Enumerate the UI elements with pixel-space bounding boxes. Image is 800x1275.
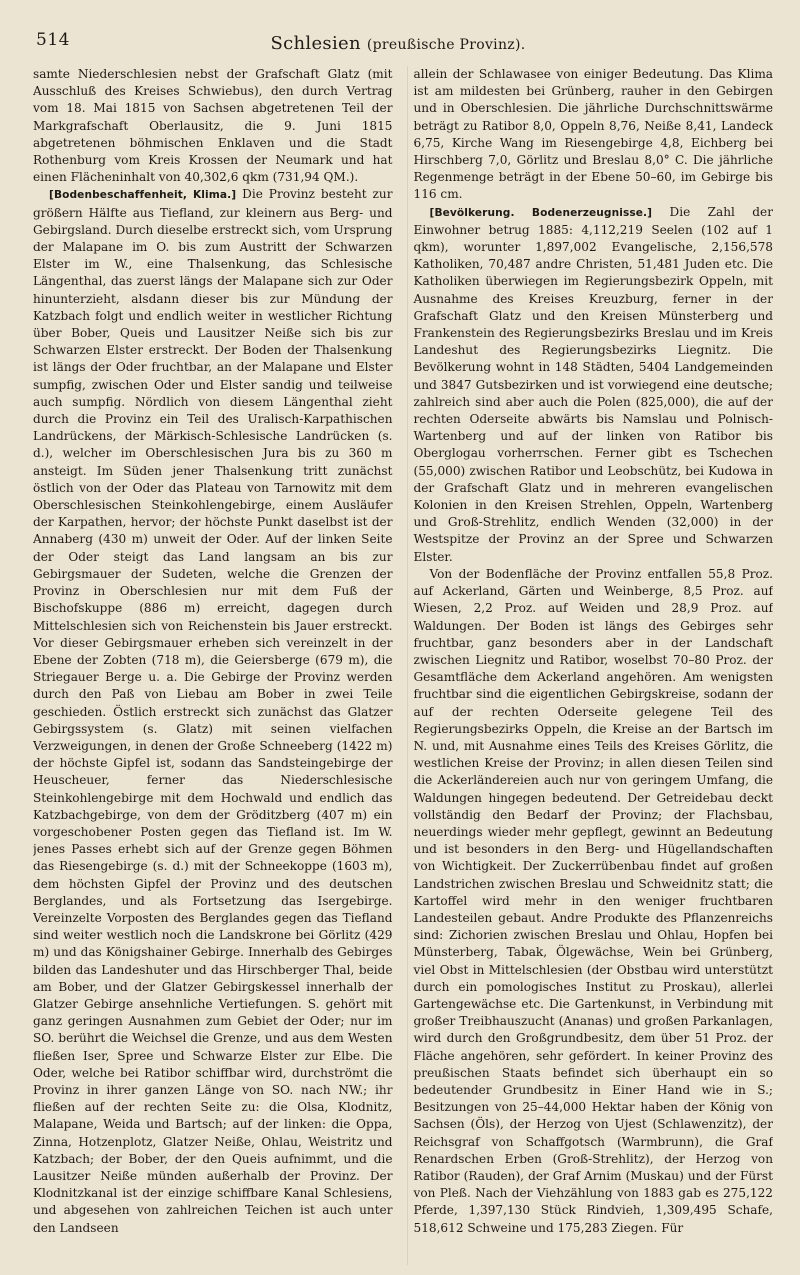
left-column (33, 66, 393, 1265)
running-head-title: Schlesien (270, 32, 361, 54)
page-number: 514 (36, 30, 70, 50)
paragraph (414, 204, 774, 566)
running-head-subtitle: (preußische Provinz). (366, 36, 526, 53)
paragraph: samte Niederschlesien nebst der Grafschaft Glatz (mit Ausschluß des Kreises Schwiebus), den durch Vertrag vom 18. Mai 1815 von Sachsen abgetretenen Teil der Markgrafschaft Oberlausitz, die 9. Juni 1815 abgetretenen böhmischen Enklaven und die Stadt Rothenburg vom Kreis Krossen der Neumark und hat einen Flächeninhalt von 40,302,6 qkm (731,94 QM.). (33, 67, 393, 185)
paragraph: allein der Schlawasee von einiger Bedeutung. Das Klima ist am mildesten bei Grünberg, rauher in den Gebirgen und in Oberschlesien. Die jährliche Durchschnittswärme beträgt zu Ratibor 8,0, Oppeln 8,76, Neiße 8,41, Landeck 6,75, Kirche Wang im Riesengebirge 4,8, Eichberg bei Hirschberg 7,0, Görlitz und Breslau 8,0° C. Die jährliche Regenmenge beträgt in der Ebene 50–60, im Gebirge bis 116 cm. (413, 67, 773, 202)
paragraph: Von der Bodenfläche der Provinz entfallen 55,8 Proz. auf Ackerland, Gärten und Weinberge, 8,5 Proz. auf Wiesen, 2,2 Proz. auf Weiden und 28,9 Proz. auf Waldungen. Der Boden ist längs des Gebirges sehr fruchtbar, ganz besonders aber in der Landschaft zwischen Liegnitz und Ratibor, woselbst 70–80 Proz. der Gesamtfläche dem Ackerland angehören. Am wenigsten fruchtbar sind die eigentlichen Gebirgskreise, sodann der auf der rechten Oderseite gelegene Teil des Regierungsbezirks Oppeln, die Kreise an der Bartsch im N. und, mit Ausnahme eines Teils des Kreises Görlitz, die westlichen Kreise der Provinz; in allen diesen Teilen sind die Ackerländereien auch nur von geringem Umfang, die Waldungen hingegen bedeutend. Der Getreidebau deckt vollständig den Bedarf der Provinz; der Flachsbau, neuerdings wieder mehr gepflegt, gewinnt an Bedeutung und ist besonders in den Berg- und Hügellandschaften von Wichtigkeit. Der Zuckerrübenbau findet auf großen Landstrichen zwischen Breslau und Schweidnitz statt; die Kartoffel wird mehr in den weniger fruchtbaren Landesteilen gebaut. Andre Produkte des Pflanzenreichs sind: Zichorien zwischen Breslau und Ohlau, Hopfen bei Münsterberg, Tabak, Ölgewächse, Wein bei Grünberg, viel Obst in Mittelschlesien (der Obstbau wird unterstützt durch ein pomologisches Institut zu Proskau), allerlei Gartengewächse etc. Die Gartenkunst, in Verbindung mit großer Treibhauszucht (Ananas) und großen Parkanlagen, wird durch den Großgrundbesitz, dem über 51 Proz. der Fläche angehören, sehr gefördert. In keiner Provinz des preußischen Staats befindet sich überhaupt ein so bedeutender Grundbesitz in Einer Hand wie in S.; Besitzungen von 25–44,000 Hektar haben der König von Sachsen (Öls), der Herzog von Ujest (Schlawenzitz), der Reichsgraf von Schaffgotsch (Warmbrunn), die Graf Renardschen Erben (Groß-Strehlitz), der Herzog von Ratibor (Rauden), der Graf Arnim (Muskau) und der Fürst von Pleß. Nach der Viehzählung von 1883 gab es 275,122 Pferde, 1,397,130 Stück Rindvieh, 1,309,495 Schafe, 518,612 Schweine und 175,283 Ziegen. Für (413, 566, 773, 1235)
right-column (407, 66, 774, 1265)
paragraph-text: Die Provinz besteht zur größern Hälfte aus Tiefland, zur kleinern aus Berg- und Gebirgsland. Durch dieselbe erstreckt sich, vom Ursprung der Malapane im O. bis zum Austritt der Schwarzen Elster im W., eine Thalsenkung, das Schlesische Längenthal, das zuerst längs der Malapane sich zur Oder hinunterzieht, alsdann dieser bis zur Mündung der Katzbach folgt und endlich weiter in westlicher Richtung über Bober, Queis und Lausitzer Neiße sich bis zur Schwarzen Elster erstreckt. Der Boden der Thalsenkung ist längs der Oder fruchtbar, an der Malapane und Elster sumpfig, zwischen Oder und Elster sandig und teilweise auch sumpfig. Nördlich von diesem Längenthal zieht durch die Provinz ein Teil des Uralisch-Karpathischen Landrückens, der Märkisch-Schlesische Landrücken (s. d.), welcher im Oberschlesischen Jura bis zu 360 m ansteigt. Im Süden jener Thalsenkung tritt zunächst östlich von der Oder das Plateau von Tarnowitz mit dem Oberschlesischen Steinkohlengebirge, einem Ausläufer der Karpathen, hervor; der höchste Punkt daselbst ist der Annaberg (430 m) unweit der Oder. Auf der linken Seite der Oder steigt das Land langsam an bis zur Gebirgsmauer der Sudeten, welche die Grenzen der Provinz in Oberschlesien nur mit dem Fuß der Bischofskuppe (886 m) erreicht, dagegen durch Mittelschlesien sich von Reichenstein bis Jauer erstreckt. Vor dieser Gebirgsmauer erheben sich vereinzelt in der Ebene der Zobten (718 m), die Geiersberge (679 m), die Striegauer Berge u. a. Die Gebirge der Provinz werden durch den Paß von Liebau am Bober in zwei Teile geschieden. Östlich erstreckt sich zunächst das Glatzer Gebirgssystem (s. Glatz) mit seinen vielfachen Verzweigungen, in denen der Große Schneeberg (1422 m) der höchste Gipfel ist, sodann das Sandsteingebirge der Heuscheuer, ferner das Niederschlesische Steinkohlengebirge mit dem Hochwald und endlich das Katzbachgebirge, von dem der Gröditzberg (407 m) ein vorgeschobener Posten gegen das Tiefland ist. Im W. jenes Passes erhebt sich auf der Grenze gegen Böhmen das Riesengebirge (s. d.) mit der Schneekoppe (1603 m), dem höchsten Gipfel der Provinz und des deutschen Berglandes, und als Fortsetzung das Isergebirge. Vereinzelte Vorposten des Berglandes gegen das Tiefland sind weiter westlich noch die Landskrone bei Görlitz (429 m) und das Königshainer Gebirge. Innerhalb des Gebirges bilden das Landeshuter und das Hirschberger Thal, beide am Bober, und der Glatzer Gebirgskessel innerhalb der Glatzer Gebirge ansehnliche Vertiefungen. S. gehört mit ganz geringen Ausnahmen zum Gebiet der Oder; nur im SO. berührt die Weichsel die Grenze, und aus dem Westen fließen Iser, Spree und Schwarze Elster zur Elbe. Die Oder, welche bei Ratibor schiffbar wird, durchströmt die Provinz in ihrer ganzen Länge von SO. nach NW.; ihr fließen auf der rechten Seite zu: die Olsa, Klodnitz, Malapane, Weida und Bartsch; auf der linken: die Oppa, Zinna, Hotzenplotz, Glatzer Neiße, Ohlau, Weistritz und Katzbach; der Bober, der den Queis aufnimmt, und die Lausitzer Neiße münden außerhalb der Provinz. Der Klodnitzkanal ist der einzige schiffbare Kanal Schlesiens, und abgesehen von zahlreichen Teichen ist auch unter den Landseen (33, 187, 393, 1235)
text-columns (33, 66, 773, 1265)
paragraph-text: Die Zahl der Einwohner betrug 1885: 4,112,219 Seelen (102 auf 1 qkm), worunter 1,897,002 Evangelische, 2,156,578 Katholiken, 70,487 andre Christen, 51,481 Juden etc. Die Katholiken überwiegen im Regierungsbezirk Oppeln, mit Ausnahme des Kreises Kreuzburg, ferner in der Grafschaft Glatz und den Kreisen Münsterberg und Frankenstein des Regierungsbezirks Breslau und im Kreis Landeshut des Regierungsbezirks Liegnitz. Die Bevölkerung wohnt in 148 Städten, 5404 Landgemeinden und 3847 Gutsbezirken und ist vorwiegend eine deutsche; zahlreich sind aber auch die Polen (825,000), die auf der rechten Oderseite abwärts bis Namslau und Polnisch-Wartenberg und auf der linken von Ratibor bis Oberglogau vorherrschen. Ferner gibt es Tschechen (55,000) zwischen Ratibor und Leobschütz, bei Kudowa in der Grafschaft Glatz und in mehreren evangelischen Kolonien in den Kreisen Strehlen, Oppeln, Wartenberg und Groß-Strehlitz, endlich Wenden (32,000) in der Westspitze der Provinz an der Spree und Schwarzen Elster. (413, 204, 773, 564)
page-header (36, 28, 760, 58)
section-heading: [Bevölkerung. Bodenerzeugnisse.] (429, 206, 653, 219)
running-head (271, 33, 526, 54)
paragraph (33, 186, 393, 1236)
section-heading: [Bodenbeschaffenheit, Klima.] (49, 189, 237, 202)
